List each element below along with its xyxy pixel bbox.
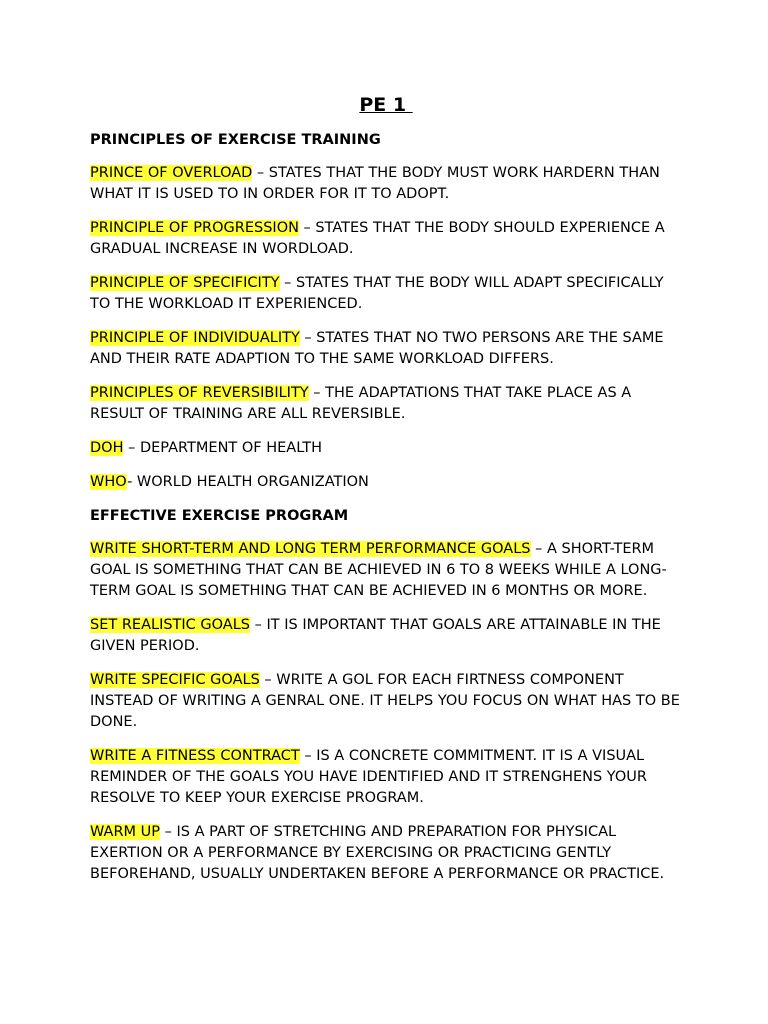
entry-definition: – STATES THAT THE BODY WILL ADAPT SPECIFICALLY TO THE WORKLOAD IT EXPERIENCED.	[90, 275, 664, 312]
entry-doh	[90, 438, 682, 459]
entry-definition: – DEPARTMENT OF HEALTH	[123, 440, 323, 456]
highlighted-term: WARM UP	[90, 824, 161, 840]
highlighted-term: WRITE A FITNESS CONTRACT	[90, 748, 300, 764]
section-heading-program: EFFECTIVE EXERCISE PROGRAM	[90, 508, 349, 524]
entry-definition: – STATES THAT THE BODY SHOULD EXPERIENCE A GRADUAL INCREASE IN WORDLOAD.	[90, 220, 665, 257]
entry-definition: – IS A CONCRETE COMMITMENT. IT IS A VISUAL REMINDER OF THE GOALS YOU HAVE IDENTIFIED AND IT STRENGHENS YOUR RESOLVE TO KEEP YOUR EXERCISE PROGRAM.	[90, 748, 647, 806]
entry-definition: – STATES THAT THE BODY MUST WORK HARDERN THAN WHAT IT IS USED TO IN ORDER FOR IT TO ADOPT.	[90, 165, 660, 202]
entry-definition: – IS A PART OF STRETCHING AND PREPARATION FOR PHYSICAL EXERTION OR A PERFORMANCE BY EXERCISING OR PRACTICING GENTLY BEFOREHAND, USUALLY UNDERTAKEN BEFORE A PERFORMANCE OR PRACTICE.	[90, 824, 665, 882]
entry-definition: – THE ADAPTATIONS THAT TAKE PLACE AS A RESULT OF TRAINING ARE ALL REVERSIBLE.	[90, 385, 632, 422]
highlighted-term: PRINCIPLE OF INDIVIDUALITY	[90, 330, 300, 346]
highlighted-term: WHO	[90, 474, 128, 490]
entry-definition: – WRITE A GOL FOR EACH FIRTNESS COMPONENT INSTEAD OF WRITING A GENRAL ONE. IT HELPS YOU FOCUS ON WHAT HAS TO BE DONE.	[90, 672, 680, 730]
entry-specific-goals	[90, 670, 682, 733]
entry-definition: – IT IS IMPORTANT THAT GOALS ARE ATTAINABLE IN THE GIVEN PERIOD.	[90, 617, 661, 654]
highlighted-term: PRINCIPLES OF REVERSIBILITY	[90, 385, 309, 401]
document-title	[90, 92, 682, 118]
entry-progression	[90, 218, 682, 260]
entry-individuality	[90, 328, 682, 370]
document-title-text: PE 1	[359, 94, 413, 116]
entry-performance-goals	[90, 539, 682, 602]
highlighted-term: PRINCIPLE OF PROGRESSION	[90, 220, 299, 236]
entry-warm-up	[90, 822, 682, 885]
entry-definition: – STATES THAT NO TWO PERSONS ARE THE SAME AND THEIR RATE ADAPTION TO THE SAME WORKLOAD DIFFERS.	[90, 330, 664, 367]
entry-overload	[90, 163, 682, 205]
entry-definition: - WORLD HEALTH ORGANIZATION	[127, 474, 369, 490]
entry-definition: – A SHORT-TERM GOAL IS SOMETHING THAT CAN BE ACHIEVED IN 6 TO 8 WEEKS WHILE A LONG-TERM GOAL IS SOMETHING THAT CAN BE ACHIEVED IN 6 MONTHS OR MORE.	[90, 541, 667, 599]
highlighted-term: DOH	[90, 440, 124, 456]
entry-fitness-contract	[90, 746, 682, 809]
highlighted-term: PRINCE OF OVERLOAD	[90, 165, 253, 181]
document-page	[90, 92, 682, 898]
highlighted-term: WRITE SHORT-TERM AND LONG TERM PERFORMANCE GOALS	[90, 541, 531, 557]
highlighted-term: SET REALISTIC GOALS	[90, 617, 251, 633]
highlighted-term: WRITE SPECIFIC GOALS	[90, 672, 260, 688]
entry-reversibility	[90, 383, 682, 425]
entry-who	[90, 472, 682, 493]
section-heading-principles: PRINCIPLES OF EXERCISE TRAINING	[90, 132, 381, 148]
entry-realistic-goals	[90, 615, 682, 657]
highlighted-term: PRINCIPLE OF SPECIFICITY	[90, 275, 280, 291]
entry-specificity	[90, 273, 682, 315]
